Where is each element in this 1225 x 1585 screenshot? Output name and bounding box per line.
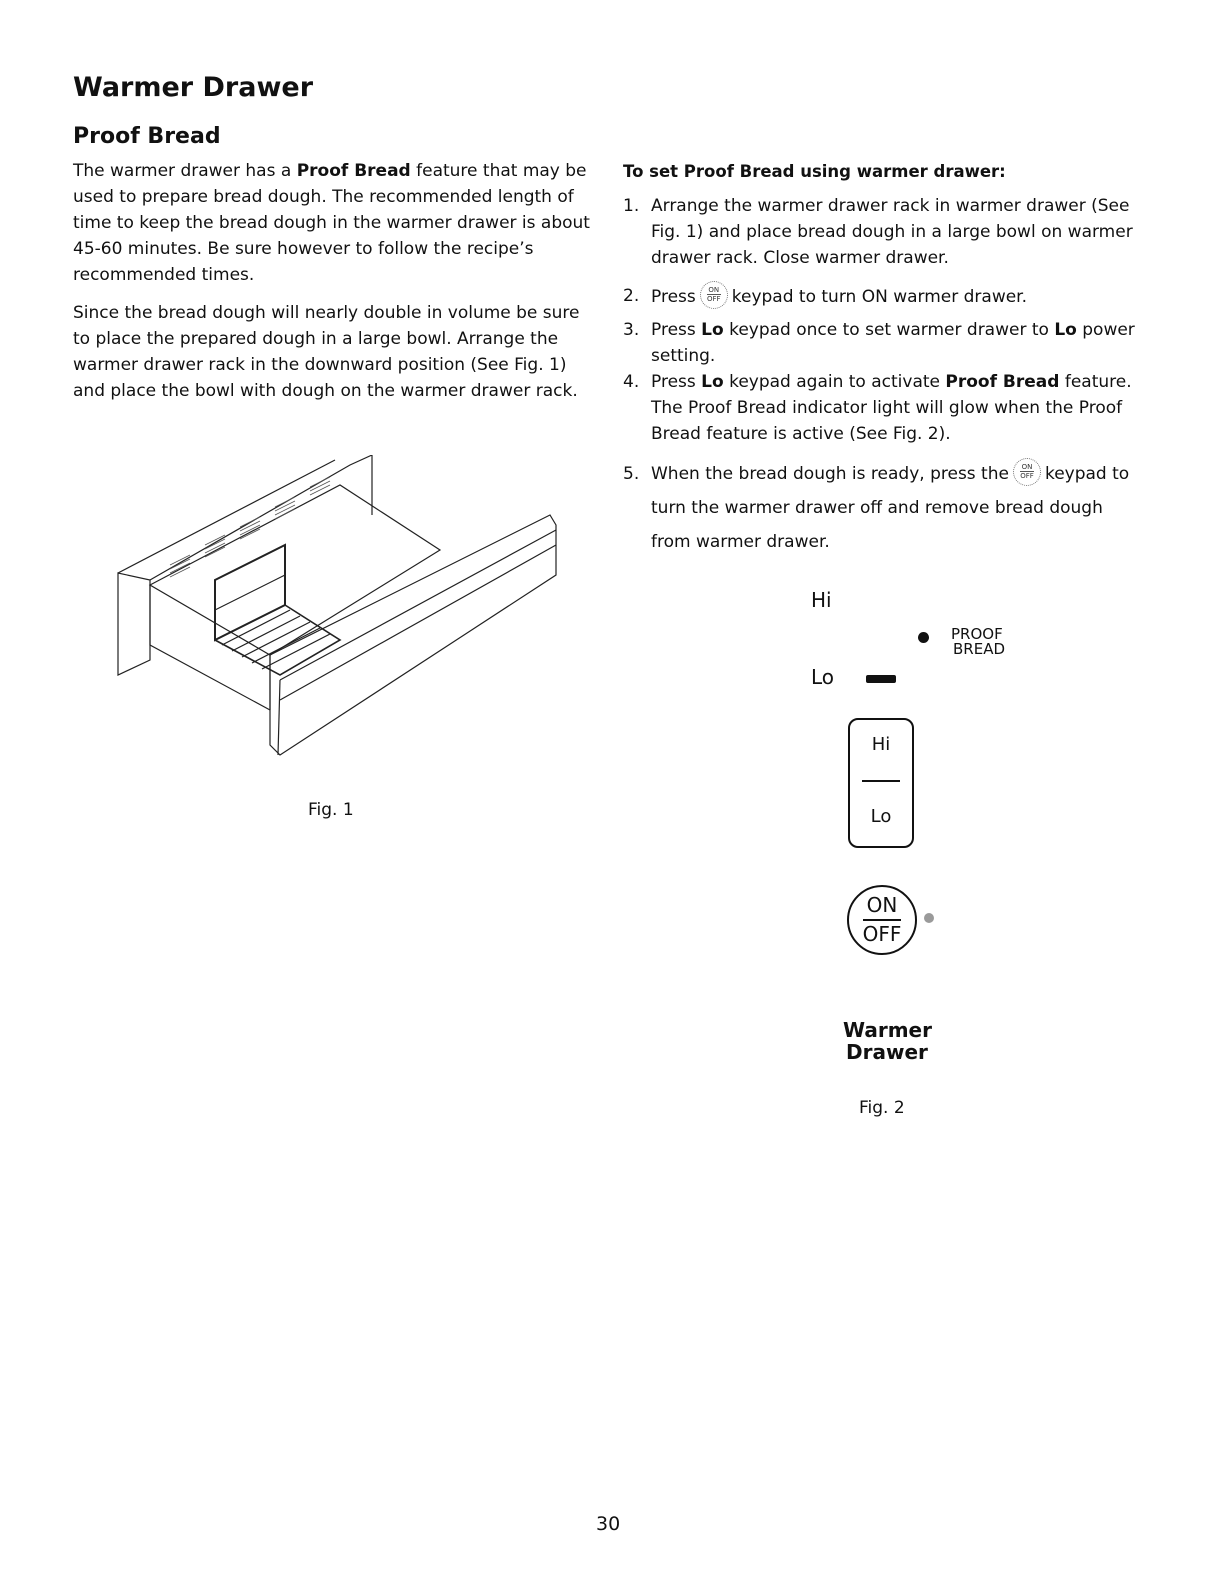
warmer-label: Warmer [843, 1018, 932, 1042]
text-run: feature. The Proof Bread indicator light will glow when the Proof Bread feature is active (See Fig. 2). [651, 372, 1132, 444]
bold-text: Lo [701, 372, 724, 392]
onoff-keypad-icon [700, 281, 728, 309]
keypad-divider [862, 780, 900, 782]
text-run: Arrange the warmer drawer rack in warmer drawer (See Fig. 1) and place bread dough in a large bowl on warmer drawer rack. Close warmer drawer. [651, 196, 1133, 268]
intro-paragraph-1 [73, 158, 593, 288]
step-text [651, 283, 1146, 311]
icon-on-text: ON [708, 286, 720, 294]
intro-paragraph-2: Since the bread dough will nearly double in volume be sure to place the prepared dough in a large bowl. Arrange the warmer drawer rack in the downward position (See Fig. 1) and place the bowl with dough on the warmer drawer rack. [73, 303, 580, 401]
step-text [651, 193, 1146, 271]
text-run: keypad to turn the warmer drawer off and remove bread dough from warmer drawer. [651, 464, 1130, 552]
bread-label: BREAD [953, 640, 1006, 658]
step-number: 4. [623, 372, 640, 392]
power-indicator-light [924, 913, 934, 923]
keypad-lo-label[interactable]: Lo [870, 806, 892, 827]
hi-level-label: Hi [811, 588, 832, 612]
icon-on-text: ON [1021, 463, 1033, 471]
section-title: Proof Bread [73, 124, 221, 149]
text-run: keypad once to set warmer drawer to [723, 320, 1055, 340]
page-title: Warmer Drawer [73, 72, 314, 103]
bold-text: Proof Bread [945, 372, 1060, 392]
text-run: keypad to turn ON warmer drawer. [731, 287, 1028, 307]
text-run: When the bread dough is ready, press the [651, 464, 1009, 484]
drawer-label: Drawer [846, 1040, 928, 1064]
text-run: Press [651, 320, 702, 340]
icon-off-text: OFF [706, 295, 721, 303]
lo-level-label: Lo [811, 665, 835, 689]
step-number: 2. [623, 286, 640, 306]
fig1-caption: Fig. 1 [308, 800, 354, 820]
hi-lo-keypad[interactable] [848, 718, 914, 848]
bold-text: Lo [1054, 320, 1077, 340]
onoff-keypad[interactable] [847, 885, 917, 955]
bold-text: Proof Bread [296, 161, 411, 181]
icon-off-text: OFF [1020, 472, 1034, 480]
lo-indicator-bar [866, 675, 896, 683]
onoff-off-label: OFF [862, 922, 902, 946]
drawer-front [270, 515, 556, 755]
text-run: The warmer drawer has a [73, 161, 297, 181]
warmer-drawer-illustration [110, 455, 570, 785]
bold-text: Lo [701, 320, 724, 340]
step-number: 3. [623, 320, 640, 340]
text-run: Press [651, 287, 696, 307]
text-run: power setting. [651, 320, 1135, 366]
onoff-keypad-icon [1013, 458, 1041, 486]
keypad-hi-label[interactable]: Hi [871, 734, 891, 755]
text-run: keypad again to activate [723, 372, 946, 392]
proof-label: PROOF [951, 625, 1003, 643]
step-text [651, 457, 1146, 559]
step-number: 1. [623, 196, 640, 216]
text-run: Press [651, 372, 702, 392]
step-text [651, 369, 1146, 447]
step-number: 5. [623, 464, 640, 484]
cabinet-side [118, 573, 150, 675]
steps-heading: To set Proof Bread using warmer drawer: [623, 162, 1006, 181]
step-text [651, 317, 1146, 369]
page-number: 30 [596, 1513, 621, 1535]
onoff-divider [863, 919, 901, 921]
fig2-caption: Fig. 2 [859, 1098, 905, 1118]
proof-bread-indicator-dot [918, 632, 929, 643]
text-run: feature that may be used to prepare bread dough. The recommended length of time to keep the bread dough in the warmer drawer is about 45-60 minutes. Be sure however to follow the recipe’s recommended times. [73, 161, 590, 285]
onoff-on-label: ON [866, 893, 898, 917]
steps-list [623, 193, 1153, 553]
